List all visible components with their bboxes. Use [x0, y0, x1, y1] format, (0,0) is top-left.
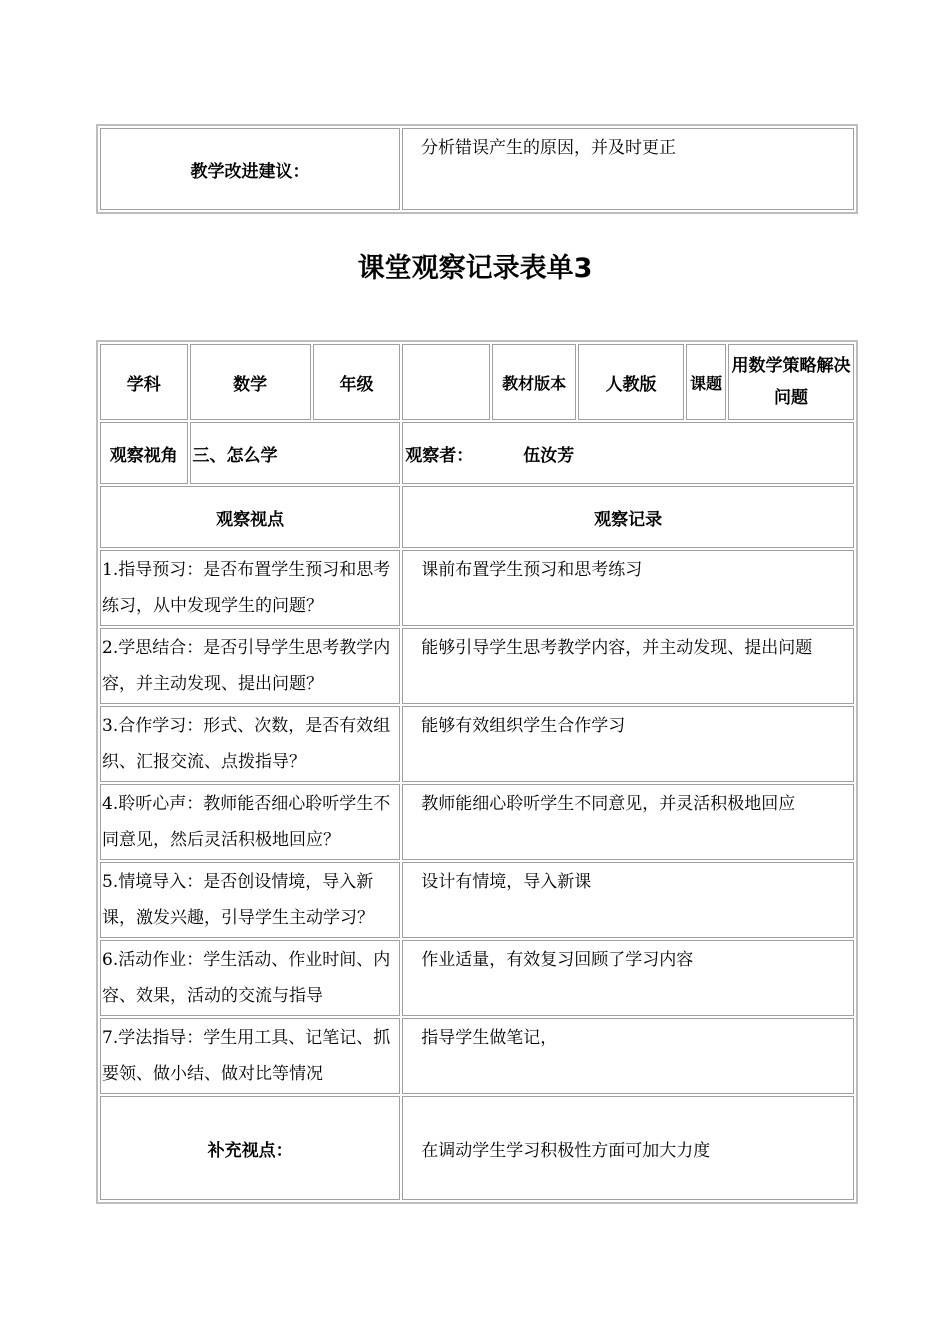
perspective-value: 三、怎么学 — [190, 422, 401, 484]
supplement-label: 补充视点： — [100, 1096, 400, 1200]
observation-table — [96, 340, 858, 1204]
observer-value: 伍汝芳 — [523, 445, 575, 466]
table-row — [100, 1018, 854, 1094]
improvement-value: 分析错误产生的原因，并及时更正 — [402, 128, 854, 210]
row-point: 4.聆听心声：教师能否细心聆听学生不同意见，然后灵活积极地回应？ — [100, 784, 400, 860]
perspective-label: 观察视角 — [100, 422, 188, 484]
table-row — [100, 628, 854, 704]
table-row — [100, 862, 854, 938]
column-header-point: 观察视点 — [100, 486, 400, 548]
table-row — [100, 784, 854, 860]
row-record: 设计有情境，导入新课 — [402, 862, 854, 938]
supplement-value: 在调动学生学习积极性方面可加大力度 — [402, 1096, 854, 1200]
row-point: 7.学法指导：学生用工具、记笔记、抓要领、做小结、做对比等情况 — [100, 1018, 400, 1094]
row-record: 指导学生做笔记， — [402, 1018, 854, 1094]
subject-label: 学科 — [100, 344, 188, 420]
topic-label: 课题 — [686, 344, 726, 420]
row-record: 能够引导学生思考教学内容，并主动发现、提出问题 — [402, 628, 854, 704]
row-point: 2.学思结合：是否引导学生思考教学内容，并主动发现、提出问题？ — [100, 628, 400, 704]
textbook-value: 人教版 — [578, 344, 684, 420]
table-row — [100, 550, 854, 626]
row-record: 课前布置学生预习和思考练习 — [402, 550, 854, 626]
table-row — [100, 940, 854, 1016]
table-row — [100, 706, 854, 782]
textbook-label: 教材版本 — [492, 344, 576, 420]
row-point: 6.活动作业：学生活动、作业时间、内容、效果，活动的交流与指导 — [100, 940, 400, 1016]
topic-value: 用数学策略解决问题 — [728, 344, 854, 420]
observer-cell — [402, 422, 854, 484]
page-title: 课堂观察记录表单3 — [357, 253, 593, 284]
column-header-record: 观察记录 — [402, 486, 854, 548]
subject-value: 数学 — [190, 344, 311, 420]
row-record: 作业适量，有效复习回顾了学习内容 — [402, 940, 854, 1016]
row-point: 5.情境导入：是否创设情境，导入新课，激发兴趣，引导学生主动学习？ — [100, 862, 400, 938]
observer-label: 观察者： — [405, 445, 474, 466]
improvement-table — [96, 124, 858, 214]
row-point: 1.指导预习：是否布置学生预习和思考练习，从中发现学生的问题？ — [100, 550, 400, 626]
grade-value — [402, 344, 490, 420]
improvement-label: 教学改进建议： — [100, 128, 400, 210]
row-record: 教师能细心聆听学生不同意见，并灵活积极地回应 — [402, 784, 854, 860]
grade-label: 年级 — [313, 344, 401, 420]
row-point: 3.合作学习：形式、次数，是否有效组织、汇报交流、点拨指导？ — [100, 706, 400, 782]
row-record: 能够有效组织学生合作学习 — [402, 706, 854, 782]
